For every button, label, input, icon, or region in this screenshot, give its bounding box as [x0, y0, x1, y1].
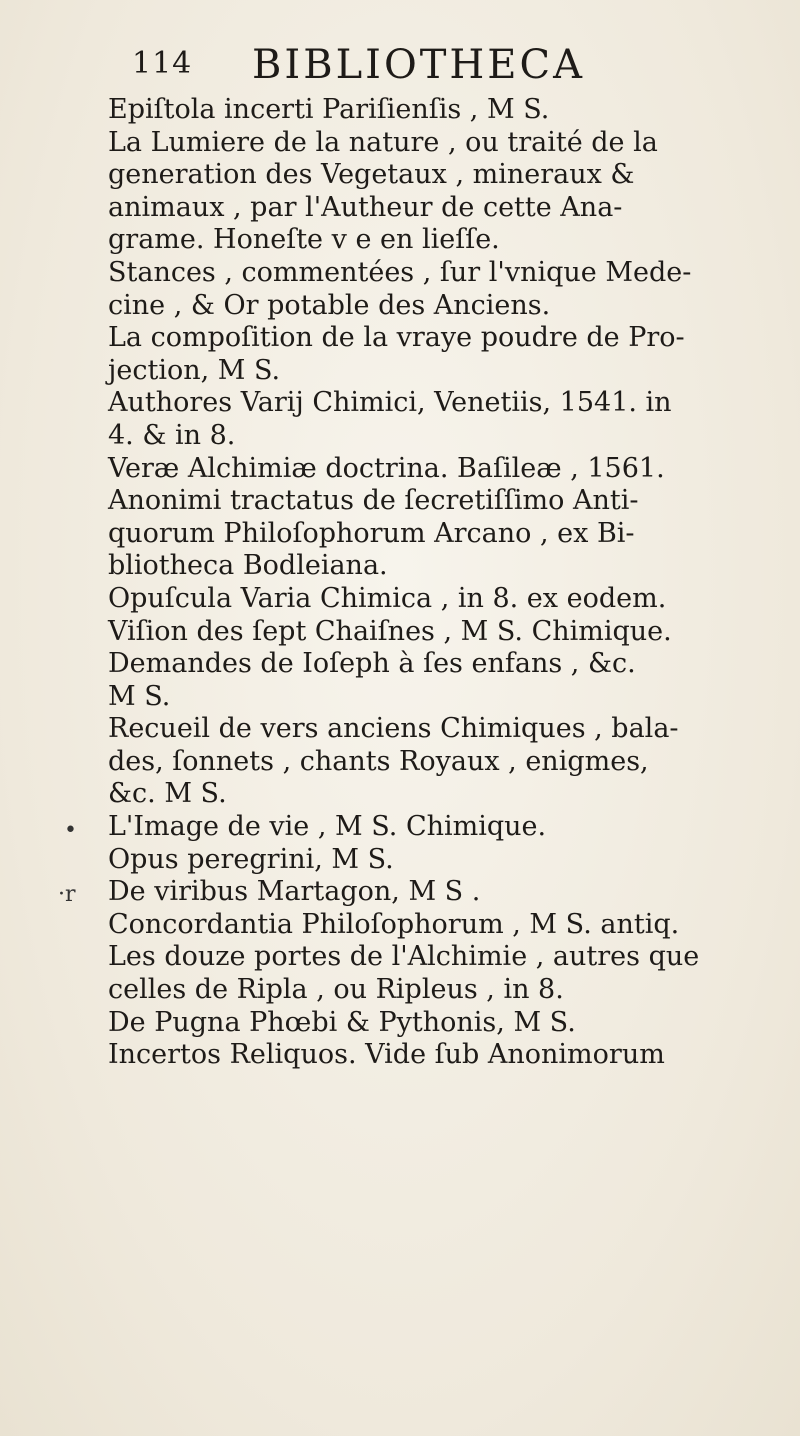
catalog-entry	[108, 453, 768, 486]
entry-line: M S.	[108, 680, 171, 712]
catalog-entries	[108, 94, 768, 1072]
running-title: BIBLIOTHECA	[252, 42, 585, 88]
entry-line: jection, M S.	[108, 354, 281, 386]
catalog-entry	[108, 387, 768, 452]
entry-line: generation des Vegetaux , mineraux &	[108, 159, 635, 191]
catalog-entry	[108, 322, 768, 387]
margin-mark: •	[64, 818, 77, 843]
catalog-entry	[108, 648, 768, 713]
entry-line: Concordantia Philoſophorum , M S. antiq.	[108, 908, 680, 940]
entry-line: quorum Philoſophorum Arcano , ex Bi-	[108, 517, 635, 549]
catalog-entry	[108, 844, 768, 877]
entry-line: Recueil de vers anciens Chimiques , bala-	[108, 713, 679, 745]
entry-line: La Lumiere de la nature , ou traité de la	[108, 126, 658, 158]
entry-line: cine , & Or potable des Anciens.	[108, 289, 551, 321]
entry-line: 4. & in 8.	[108, 419, 236, 451]
entry-line: Viſion des ſept Chaiſnes , M S. Chimique.	[108, 615, 672, 647]
entry-line: Epiſtola incerti Pariſienſis , M S.	[108, 94, 550, 125]
catalog-entry	[108, 616, 768, 649]
entry-line: Authores Varij Chimici, Venetiis, 1541. in	[108, 387, 672, 419]
entry-line: Les douze portes de l'Alchimie , autres que	[108, 941, 700, 973]
catalog-entry	[108, 811, 768, 844]
catalog-entry	[108, 1039, 768, 1072]
entry-line: &c. M S.	[108, 778, 227, 810]
catalog-entry	[108, 876, 768, 909]
entry-line: Anonimi tractatus de ſecretiſſimo Anti-	[108, 485, 639, 517]
catalog-entry	[108, 583, 768, 616]
page-header	[132, 42, 692, 92]
entry-line: grame. Honeſte v e en lieſſe.	[108, 224, 500, 256]
catalog-entry	[108, 127, 768, 257]
entry-line: Incertos Reliquos. Vide ſub Anonimorum	[108, 1039, 665, 1071]
catalog-entry	[108, 713, 768, 811]
entry-line: des, ſonnets , chants Royaux , enigmes,	[108, 745, 649, 777]
entry-line: De Pugna Phœbi & Pythonis, M S.	[108, 1006, 576, 1038]
entry-line: Opuſcula Varia Chimica , in 8. ex eodem.	[108, 582, 667, 614]
catalog-entry	[108, 257, 768, 322]
entry-line: Veræ Alchimiæ doctrina. Baſileæ , 1561.	[108, 452, 665, 484]
catalog-entry	[108, 1007, 768, 1040]
catalog-entry	[108, 941, 768, 1006]
page-number: 114	[132, 46, 193, 81]
margin-mark: ·r	[58, 882, 76, 907]
entry-line: Demandes de Ioſeph à ſes enfans , &c.	[108, 648, 636, 680]
entry-line: De viribus Martagon, M S .	[108, 876, 481, 908]
catalog-entry	[108, 909, 768, 942]
entry-line: Opus peregrini, M S.	[108, 843, 394, 875]
entry-line: animaux , par l'Autheur de cette Ana-	[108, 191, 623, 223]
entry-line: celles de Ripla , ou Ripleus , in 8.	[108, 974, 564, 1006]
entry-line: La compoſition de la vraye poudre de Pro-	[108, 322, 685, 354]
catalog-entry	[108, 485, 768, 583]
catalog-entry	[108, 94, 768, 127]
entry-line: Stances , commentées , ſur l'vnique Mede-	[108, 256, 692, 288]
entry-line: bliotheca Bodleiana.	[108, 550, 388, 582]
entry-line: L'Image de vie , M S. Chimique.	[108, 811, 547, 843]
